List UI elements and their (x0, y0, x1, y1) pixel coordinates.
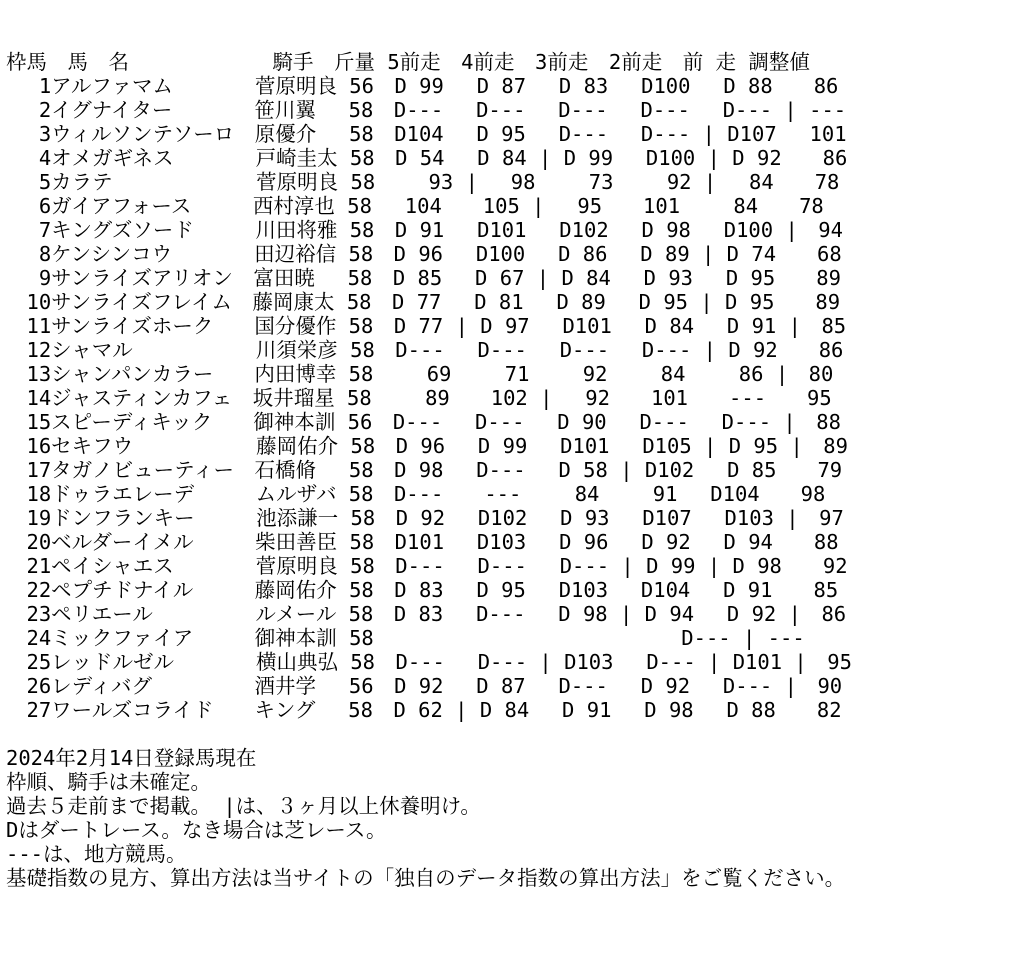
table-row: 18ドゥラエレーデ ムルザバ 58 D--- --- 84 91 D104 98 (6, 482, 826, 506)
table-row: 3ウィルソンテソーロ 原優介 58 D104 D 95 D--- D--- | D107 101 (6, 122, 847, 146)
table-row: 19ドンフランキー 池添謙一 58 D 92 D102 D 93 D107 D103 | 97 (6, 506, 844, 530)
table-row: 21ペイシャエス 菅原明良 58 D--- D--- D--- | D 99 | D 98 92 (6, 554, 848, 578)
table-row: 23ペリエール ルメール 58 D 83 D--- D 98 | D 94 D 92 | 86 (6, 602, 847, 626)
table-row: 2イグナイター 笹川翼 58 D--- D--- D--- D--- D--- | --- (6, 98, 847, 122)
table-row: 24ミックファイア 御神本訓 58 D--- | --- (6, 626, 805, 650)
table-row: 5カラテ 菅原明良 58 93 | 98 73 92 | 84 78 (6, 170, 840, 194)
table-row: 13シャンパンカラー 内田博幸 58 69 71 92 84 86 | 80 (6, 362, 834, 386)
table-row: 4オメガギネス 戸崎圭太 58 D 54 D 84 | D 99 D100 | D 92 86 (6, 146, 848, 170)
table-row: 10サンライズフレイム 藤岡康太 58 D 77 D 81 D 89 D 95 | D 95 89 (6, 290, 841, 314)
table-row: 9サンライズアリオン 富田暁 58 D 85 D 67 | D 84 D 93 D 95 89 (6, 266, 841, 290)
table-row: 14ジャスティンカフェ 坂井瑠星 58 89 102 | 92 101 --- 95 (6, 386, 832, 410)
note-dirt: Dはダートレース。なき場合は芝レース。 (6, 818, 387, 842)
note-registration-date: 2024年2月14日登録馬現在 (6, 746, 257, 770)
race-index-document (6, 50, 1006, 890)
note-unconfirmed: 枠順、騎手は未確定。 (6, 770, 211, 794)
note-local-racing: ---は、地方競馬。 (6, 842, 187, 866)
table-row: 12シャマル 川須栄彦 58 D--- D--- D--- D--- | D 92 86 (6, 338, 844, 362)
table-row: 8ケンシンコウ 田辺裕信 58 D 96 D100 D 86 D 89 | D 74 68 (6, 242, 842, 266)
table-row: 26レディバグ 酒井学 56 D 92 D 87 D--- D 92 D--- | 90 (6, 674, 843, 698)
table-row: 17タガノビューティー 石橋脩 58 D 98 D--- D 58 | D102 D 85 79 (6, 458, 843, 482)
table-row: 15スピーディキック 御神本訓 56 D--- D--- D 90 D--- D--- | 88 (6, 410, 841, 434)
table-row: 22ペプチドナイル 藤岡佑介 58 D 83 D 95 D103 D104 D 91 85 (6, 578, 839, 602)
table-row: 27ワールズコライド キング 58 D 62 | D 84 D 91 D 98 D 88 82 (6, 698, 842, 722)
table-row: 6ガイアフォース 西村淳也 58 104 105 | 95 101 84 78 (6, 194, 824, 218)
table-row: 11サンライズホーク 国分優作 58 D 77 | D 97 D101 D 84 D 91 | 85 (6, 314, 847, 338)
note-past-races: 過去５走前まで掲載。 |は、３ヶ月以上休養明け。 (6, 794, 481, 818)
note-index-method: 基礎指数の見方、算出方法は当サイトの「独自のデータ指数の算出方法」をご覧ください。 (6, 866, 846, 890)
table-row: 20ベルダーイメル 柴田善臣 58 D101 D103 D 96 D 92 D 94 88 (6, 530, 839, 554)
notes-section (6, 746, 1006, 890)
table-row: 16セキフウ 藤岡佑介 58 D 96 D 99 D101 D105 | D 95 | 89 (6, 434, 848, 458)
table-row: 1アルファマム 菅原明良 56 D 99 D 87 D 83 D100 D 88 86 (6, 74, 839, 98)
table-header: 枠馬 馬 名 騎手 斤量 5前走 4前走 3前走 2前走 前 走 調整値 (6, 50, 810, 74)
table-row: 7キングズソード 川田将雅 58 D 91 D101 D102 D 98 D100 | 94 (6, 218, 843, 242)
race-index-table (6, 50, 1006, 722)
table-row: 25レッドルゼル 横山典弘 58 D--- D--- | D103 D--- | D101 | 95 (6, 650, 852, 674)
